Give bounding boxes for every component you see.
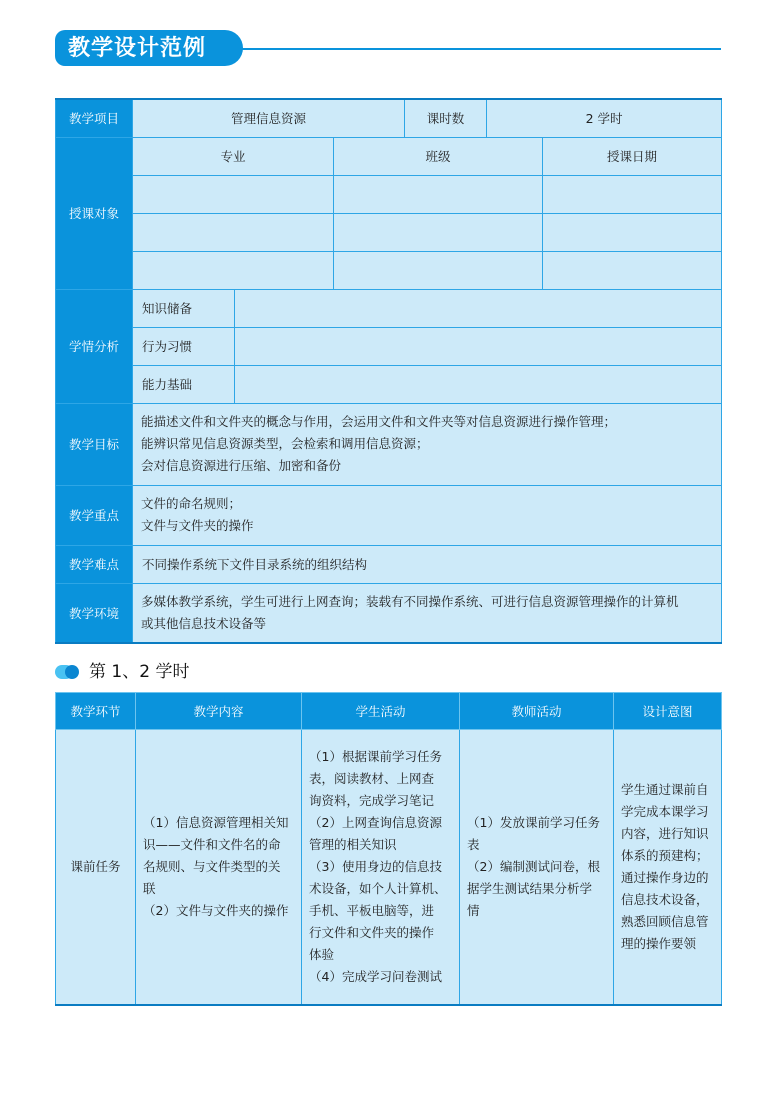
- analysis-label: 学情分析: [56, 289, 133, 403]
- page-header: [55, 30, 721, 66]
- teacher-line: 表: [467, 836, 480, 852]
- student-line: 询资料，完成学习笔记: [309, 792, 435, 808]
- page-title: 教学设计范例: [55, 30, 243, 66]
- intent-line: 信息技术设备，: [621, 891, 709, 907]
- hours-label: 课时数: [405, 99, 487, 137]
- student-line: （2）上网查询信息资源: [309, 814, 442, 830]
- intent-cell: [614, 730, 722, 1005]
- analysis-item-habits: 行为习惯: [133, 327, 235, 365]
- student-cell: [302, 730, 460, 1005]
- student-line: 手机、平板电脑等，进: [309, 902, 435, 918]
- header-content: 教学内容: [136, 693, 302, 730]
- teacher-line: 据学生测试结果分析学: [467, 880, 593, 896]
- goal-line: 能描述文件和文件夹的概念与作用，会运用文件和文件夹等对信息资源进行操作管理；: [141, 414, 617, 429]
- audience-col-class: 班级: [334, 137, 543, 175]
- goal-row: [56, 403, 722, 485]
- difficulty-value: 不同操作系统下文件目录系统的组织结构: [133, 545, 722, 583]
- title-rule: [241, 48, 721, 50]
- content-line: 识——文件和文件名的命: [143, 836, 281, 852]
- audience-cell: [133, 213, 334, 251]
- table-row: [56, 730, 722, 1005]
- key-row: [56, 485, 722, 545]
- header-stage: 教学环节: [56, 693, 136, 730]
- intent-line: 学生通过课前自: [621, 781, 709, 797]
- analysis-item-knowledge: 知识储备: [133, 289, 235, 327]
- intent-line: 体系的预建构；: [621, 847, 709, 863]
- goal-line: 能辨识常见信息资源类型，会检索和调用信息资源；: [141, 436, 429, 451]
- audience-cell: [543, 213, 722, 251]
- key-content: [133, 485, 722, 545]
- key-line: 文件的命名规则；: [141, 496, 242, 511]
- audience-label: 授课对象: [56, 137, 133, 289]
- difficulty-row: [56, 545, 722, 583]
- student-line: （4）完成学习问卷测试: [309, 968, 442, 984]
- project-row: [56, 99, 722, 137]
- intent-line: 通过操作身边的: [621, 869, 709, 885]
- student-line: 行文件和文件夹的操作: [309, 924, 435, 940]
- capsule-icon: [55, 665, 81, 679]
- env-line: 多媒体教学系统，学生可进行上网查询；装载有不同操作系统、可进行信息资源管理操作的计算机: [141, 593, 679, 609]
- env-row: [56, 583, 722, 643]
- session-heading: [55, 660, 355, 684]
- teacher-line: （1）发放课前学习任务: [467, 814, 600, 830]
- teacher-cell: [460, 730, 614, 1005]
- analysis-row: [56, 365, 722, 403]
- student-line: 体验: [309, 946, 335, 962]
- header-teacher: 教师活动: [460, 693, 614, 730]
- project-value: 管理信息资源: [133, 99, 405, 137]
- audience-row: [56, 251, 722, 289]
- key-label: 教学重点: [56, 485, 133, 545]
- student-line: 表，阅读教材、上网查: [309, 770, 435, 786]
- hours-value: 2 学时: [487, 99, 722, 137]
- audience-header-row: [56, 137, 722, 175]
- student-line: （1）根据课前学习任务: [309, 748, 442, 764]
- audience-cell: [133, 251, 334, 289]
- audience-col-date: 授课日期: [543, 137, 722, 175]
- session-header-row: [56, 693, 722, 730]
- student-line: 术设备，如个人计算机、: [309, 880, 447, 896]
- session-table: [55, 692, 722, 1006]
- audience-cell: [334, 175, 543, 213]
- stage-cell: 课前任务: [56, 730, 136, 1005]
- teacher-line: 情: [467, 902, 480, 918]
- audience-cell: [543, 251, 722, 289]
- intent-line: 内容，进行知识: [621, 825, 709, 841]
- content-cell: [136, 730, 302, 1005]
- session-title: 第 1、2 学时: [89, 662, 190, 682]
- header-intent: 设计意图: [614, 693, 722, 730]
- env-content: [133, 583, 722, 643]
- content-line: （2）文件与文件夹的操作: [143, 902, 289, 918]
- analysis-value: [235, 365, 722, 403]
- header-student: 学生活动: [302, 693, 460, 730]
- audience-col-major: 专业: [133, 137, 334, 175]
- analysis-value: [235, 289, 722, 327]
- intent-line: 熟悉回顾信息管: [621, 913, 709, 929]
- content-line: 名规则、与文件类型的关: [143, 858, 281, 874]
- difficulty-label: 教学难点: [56, 545, 133, 583]
- goal-line: 会对信息资源进行压缩、加密和备份: [141, 458, 342, 473]
- analysis-item-ability: 能力基础: [133, 365, 235, 403]
- analysis-row: [56, 327, 722, 365]
- content-line: 联: [143, 880, 156, 896]
- audience-cell: [334, 251, 543, 289]
- env-line: 或其他信息技术设备等: [141, 615, 267, 631]
- audience-cell: [334, 213, 543, 251]
- audience-row: [56, 213, 722, 251]
- env-label: 教学环境: [56, 583, 133, 643]
- analysis-value: [235, 327, 722, 365]
- teacher-line: （2）编制测试问卷，根: [467, 858, 600, 874]
- key-line: 文件与文件夹的操作: [141, 518, 254, 533]
- student-line: 管理的相关知识: [309, 836, 397, 852]
- lesson-info-table: [55, 98, 722, 644]
- analysis-row: [56, 289, 722, 327]
- student-line: （3）使用身边的信息技: [309, 858, 442, 874]
- audience-cell: [543, 175, 722, 213]
- intent-line: 理的操作要领: [621, 935, 697, 951]
- audience-cell: [133, 175, 334, 213]
- goal-content: [133, 403, 722, 485]
- intent-line: 学完成本课学习: [621, 803, 709, 819]
- audience-row: [56, 175, 722, 213]
- content-line: （1）信息资源管理相关知: [143, 814, 289, 830]
- project-label: 教学项目: [56, 99, 133, 137]
- goal-label: 教学目标: [56, 403, 133, 485]
